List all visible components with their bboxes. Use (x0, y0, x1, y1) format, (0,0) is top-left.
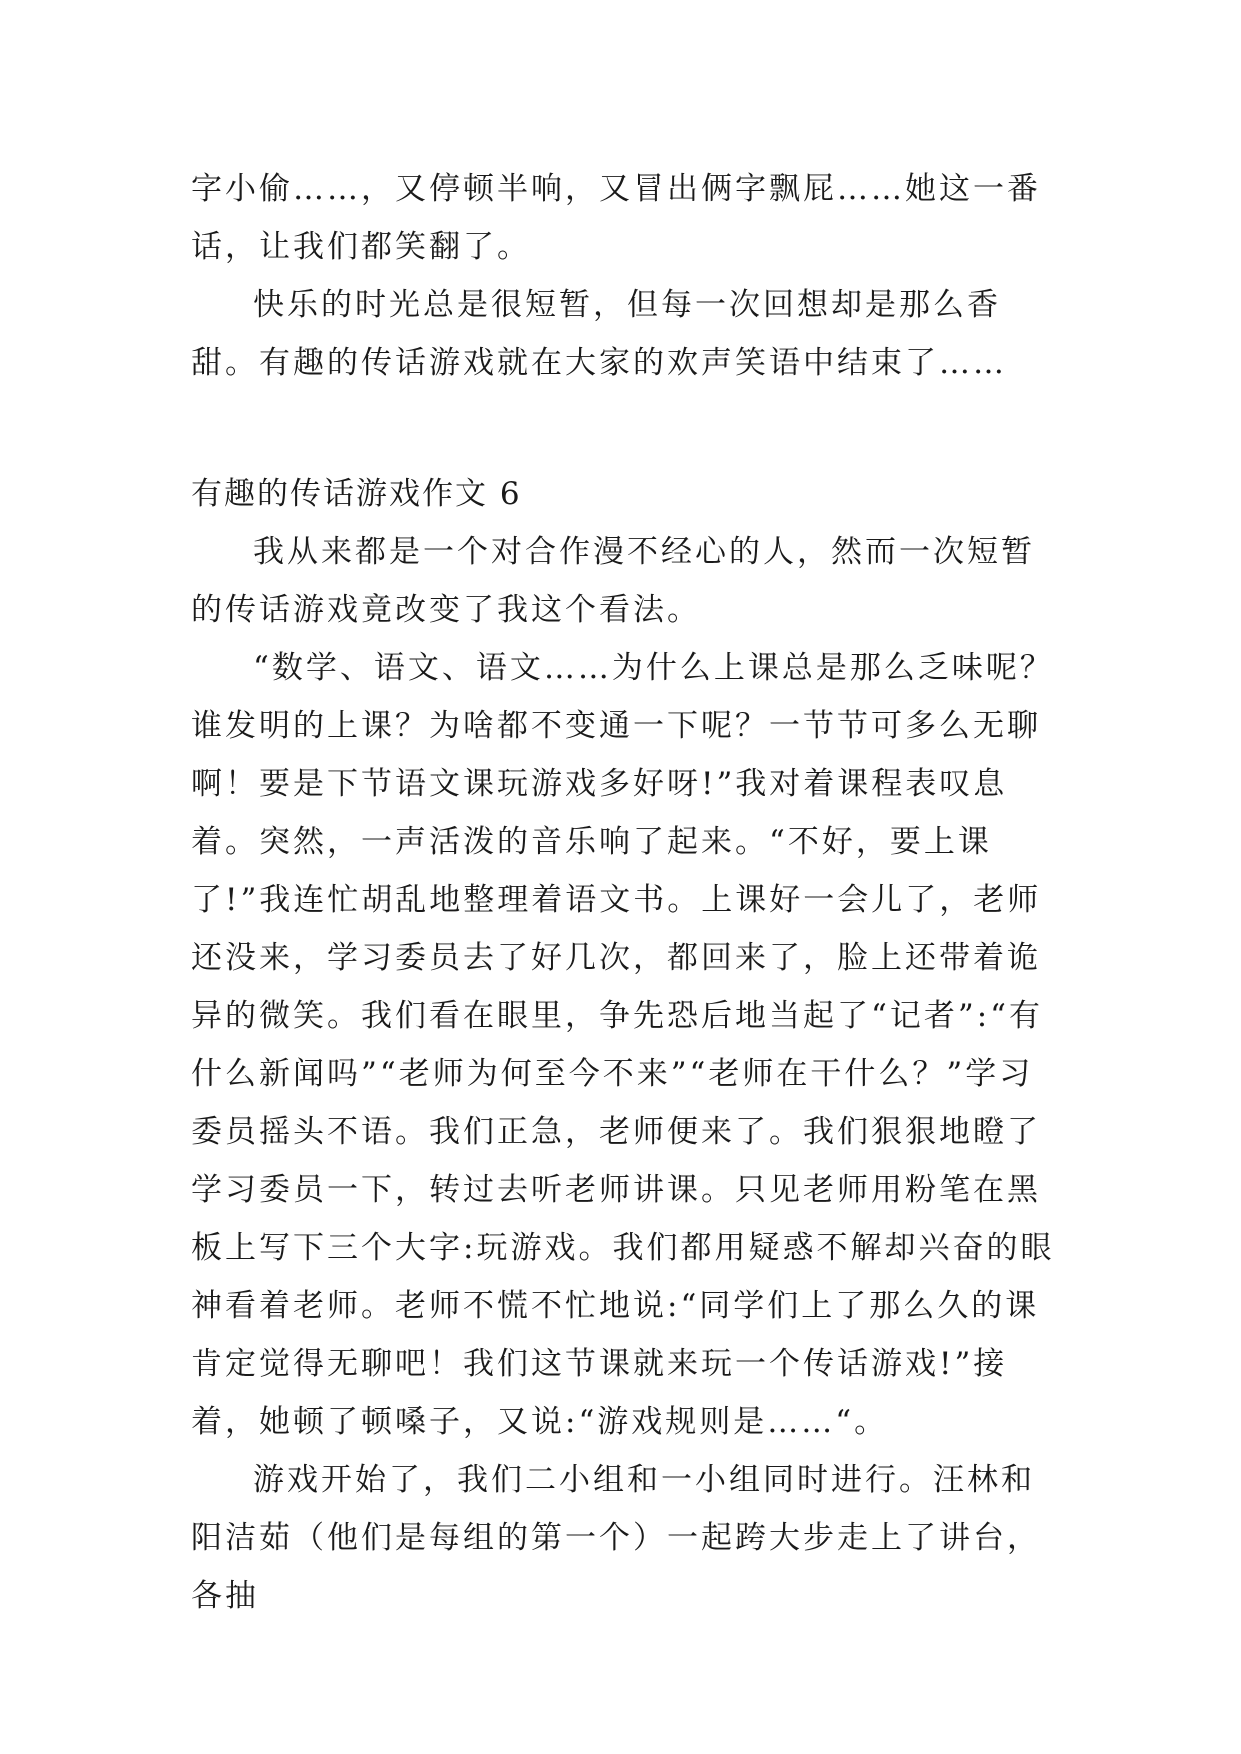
section-gap (191, 392, 1061, 465)
paragraph-game-start: 游戏开始了，我们二小组和一小组同时进行。汪林和阳洁茹（他们是每组的第一个）一起跨大步走上了讲台，各抽 (191, 1462, 1041, 1614)
paragraph-continuation: 字小偷……，又停顿半响，又冒出俩字飘屁……她这一番话，让我们都笑翻了。 (191, 171, 1041, 265)
document-page (191, 160, 1061, 1625)
paragraph-story: “数学、语文、语文……为什么上课总是那么乏味呢？谁发明的上课？为啥都不变通一下呢？一节节可多么无聊啊！要是下节语文课玩游戏多好呀!”我对着课程表叹息着。突然，一声活泼的音乐响了起来。“不好，要上课了!”我连忙胡乱地整理着语文书。上课好一会儿了，老师还没来，学习委员去了好几次，都回来了，脸上还带着诡异的微笑。我们看在眼里，争先恐后地当起了“记者”:“有什么新闻吗”“老师为何至今不来”“老师在干什么？”学习委员摇头不语。我们正急，老师便来了。我们狠狠地瞪了学习委员一下，转过去听老师讲课。只见老师用粉笔在黑板上写下三个大字:玩游戏。我们都用疑惑不解却兴奋的眼神看着老师。老师不慌不忙地说:“同学们上了那么久的课肯定觉得无聊吧！我们这节课就来玩一个传话游戏!”接着，她顿了顿嗓子，又说:“游戏规则是……“。 (191, 650, 1055, 1440)
paragraph-intro: 我从来都是一个对合作漫不经心的人，然而一次短暂的传话游戏竟改变了我这个看法。 (191, 534, 1035, 628)
section-heading: 有趣的传话游戏作文 6 (191, 476, 522, 512)
paragraph-closing: 快乐的时光总是很短暂，但每一次回想却是那么香甜。有趣的传话游戏就在大家的欢声笑语中结束了…… (191, 287, 1007, 381)
